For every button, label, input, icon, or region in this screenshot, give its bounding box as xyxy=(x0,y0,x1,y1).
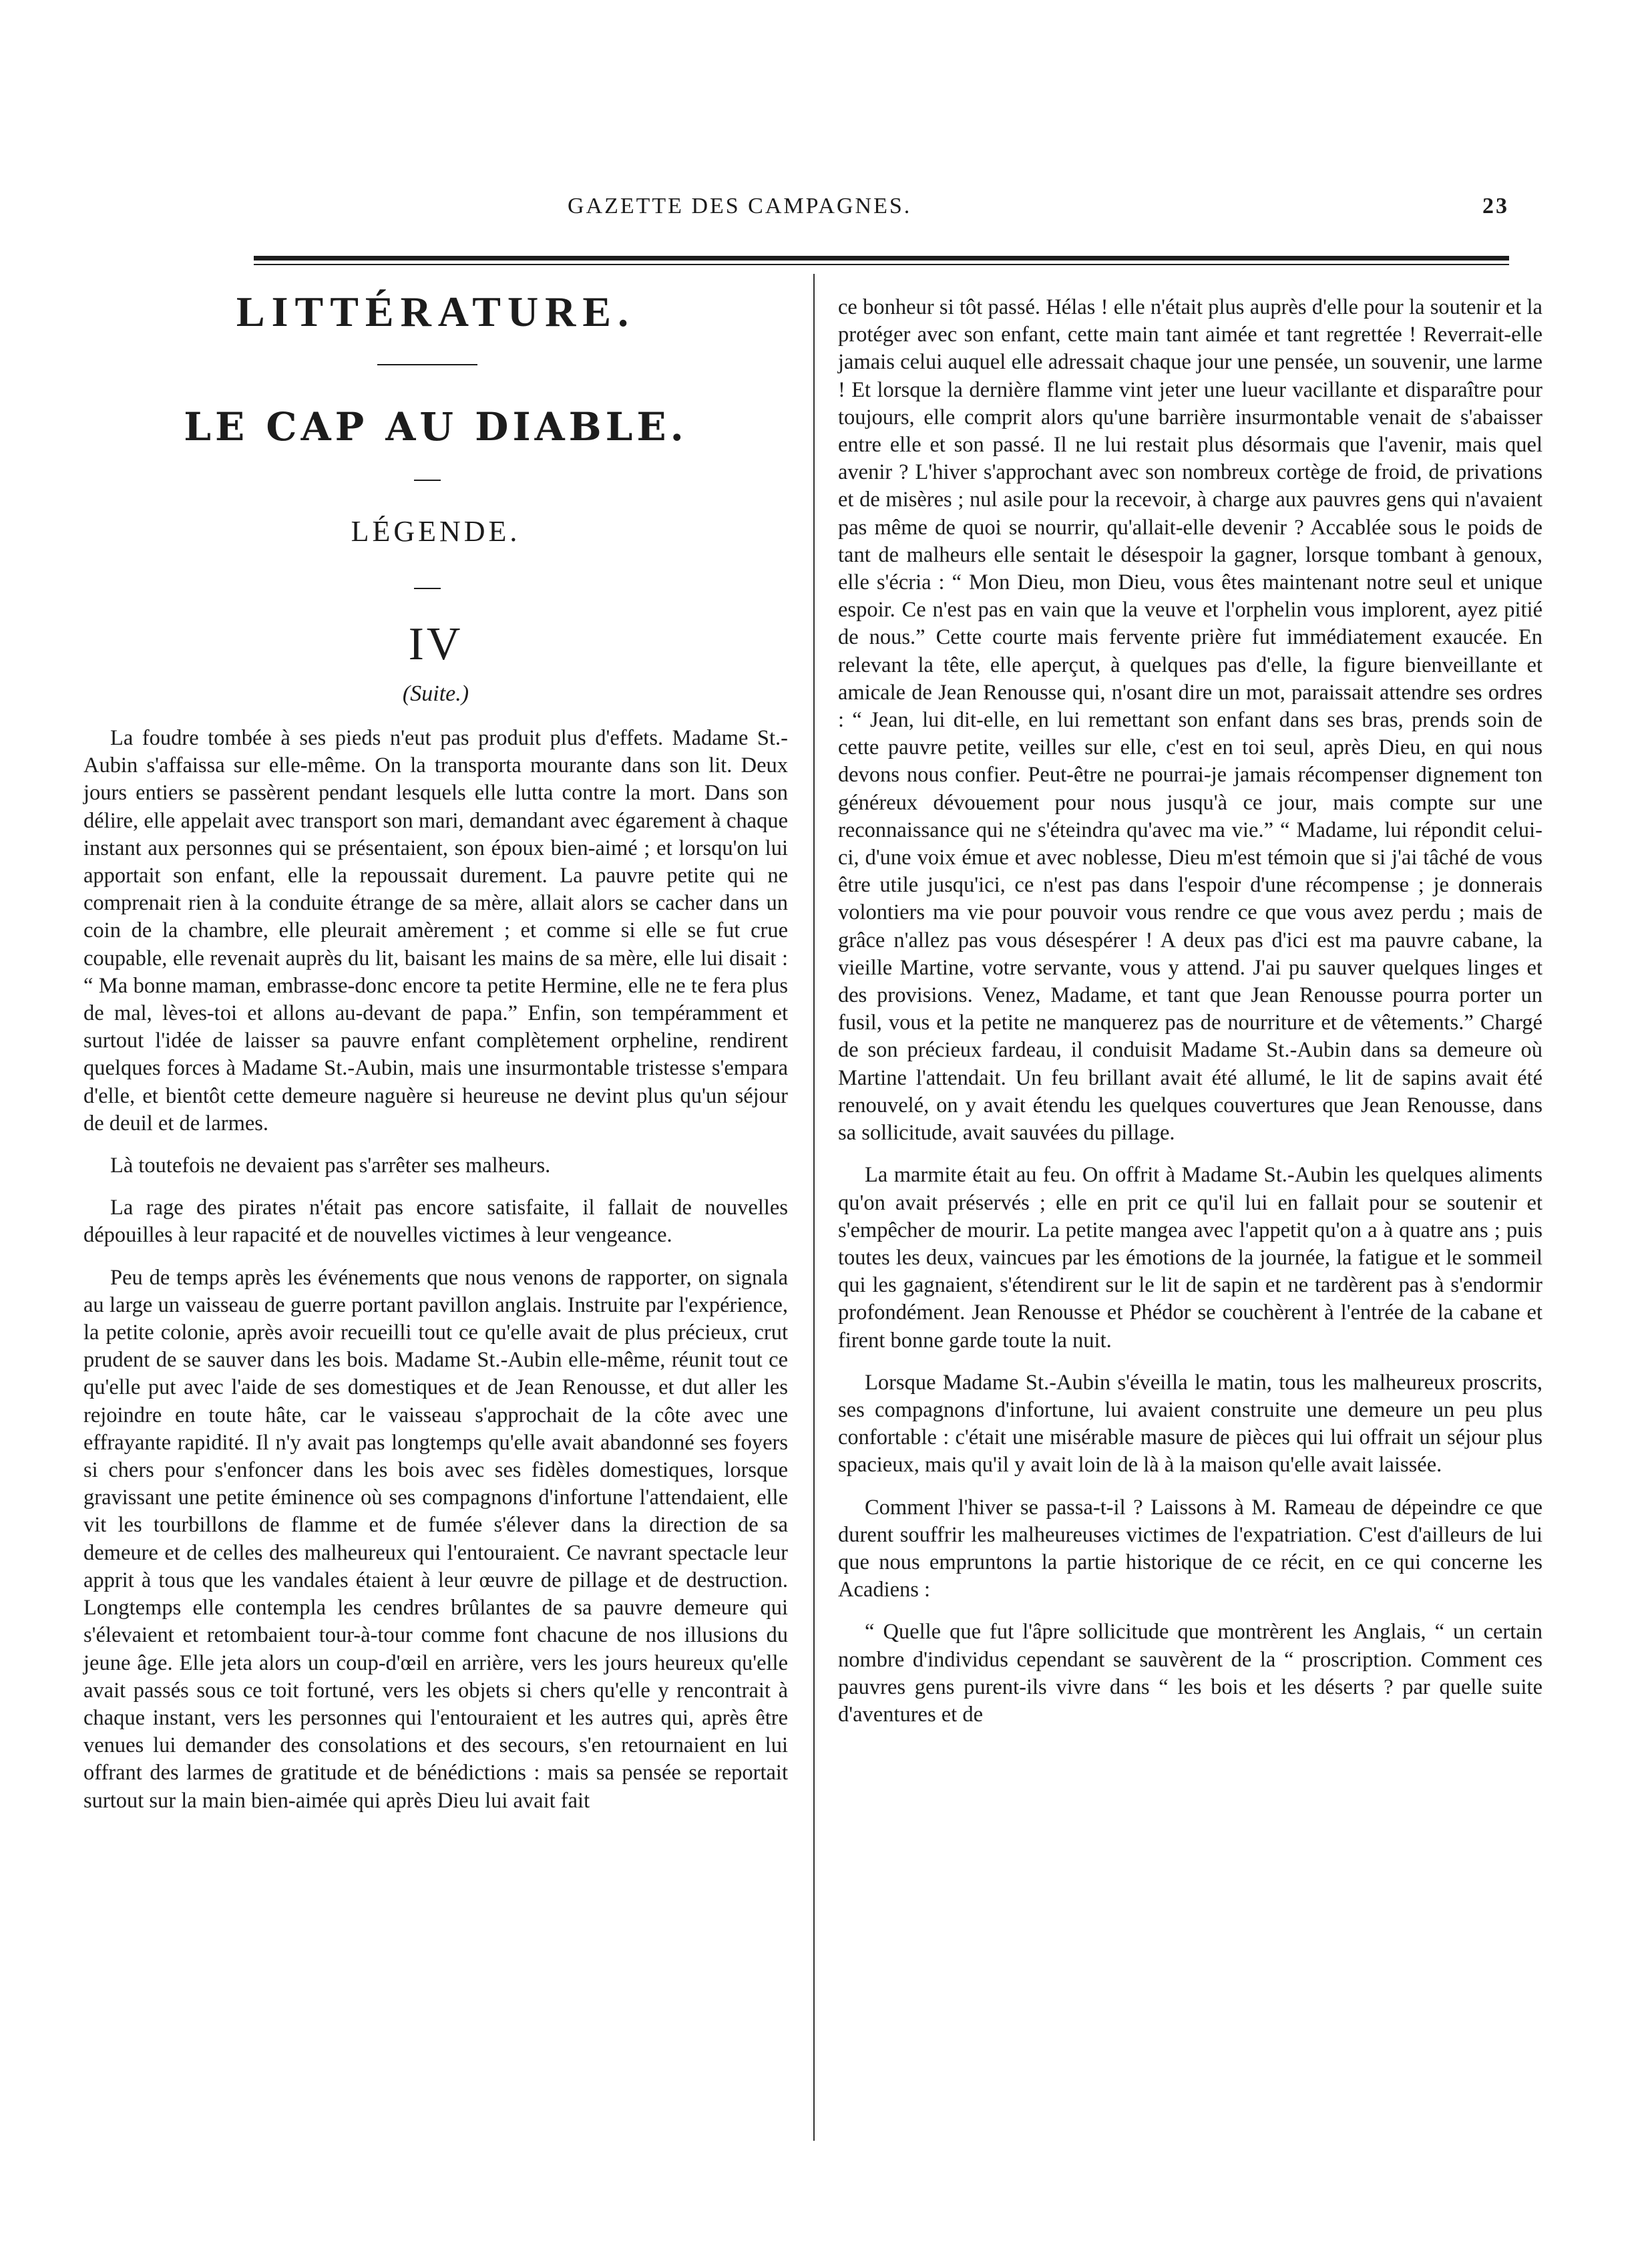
paragraph: Comment l'hiver se passa-t-il ? Laissons à M. Rameau de dépeindre ce que durent souffrir les malheureuses victimes de l'expatriation. C'est d'ailleurs de lui que nous empruntons la partie historique de ce récit, en ce qui concerne les Acadiens : xyxy=(838,1495,1542,1602)
page-number: 23 xyxy=(1482,194,1509,218)
left-column xyxy=(83,725,788,1830)
paragraph: La foudre tombée à ses pieds n'eut pas produit plus d'effets. Madame St.-Aubin s'affaissa sur elle-même. On la transporta mourante dans son lit. Deux jours entiers se passèrent pendant lesquels elle lutta contre la mort. Dans son délire, elle appelait avec transport son mari, demandant avec égarement à chaque instant aux personnes qui se présentaient, son époux bien-aimé ; et lorsqu'on lui apportait son enfant, elle la repoussait durement. La pauvre petite qui ne comprenait rien à la conduite étrange de sa mère, allait alors se cacher dans un coin de la chambre, elle pleurait amèrement ; et comme si elle se fut crue coupable, elle revenait auprès du lit, baisant les mains de sa mère, elle lui disait : “ Ma bonne maman, embrasse-donc encore ta petite Hermine, elle ne te fera plus de mal, lèves-toi et allons au-devant de papa.” Enfin, son tempéramment et surtout l'idée de laisser sa pauvre enfant complètement orpheline, rendirent quelques forces à Madame St.-Aubin, mais une insurmontable tristesse s'empara d'elle, et bientôt cette demeure naguère si heureuse ne devint plus qu'un séjour de deuil et de larmes. xyxy=(83,726,788,1136)
right-column xyxy=(838,294,1542,1743)
paragraph: Peu de temps après les événements que nous venons de rapporter, on signala au large un vaisseau de guerre portant pavillon anglais. Instruite par l'expérience, la petite colonie, après avoir recueilli tout ce qu'elle avait de plus précieux, crut prudent de se sauver dans les bois. Madame St.-Aubin elle-même, réunit tout ce qu'elle put avec l'aide de ses domestiques et de Jean Renousse, et dut aller les rejoindre en toute hâte, car le vaisseau s'approchait de la côte avec une effrayante rapidité. Il n'y avait pas longtemps qu'elle avait abandonné ses foyers si chers pour s'enfoncer dans les bois avec ses fidèles domestiques, lorsque gravissant une petite éminence où ses compagnons d'infortune l'attendaient, elle vit les tourbillons de flamme et de fumée s'élever dans la direction de sa demeure et de celles des malheureux qui l'entouraient. Ce navrant spectacle leur apprit à tous que les vandales étaient à leur œuvre de pillage et de destruction. Longtemps elle contempla les cendres brûlantes de sa pauvre demeure qui s'élevaient et retombaient tour-à-tour comme font chacune de nos illusions du jeune âge. Elle jeta alors un coup-d'œil en arrière, vers les jours heureux qu'elle avait passés sous ce toit fortuné, vers les objets si chers qu'elle y rencontrait à chaque instant, vers les personnes qui l'entouraient et les autres qui, après être venues lui demander des consolations et des secours, s'en retournaient en lui offrant des larmes de gratitude et de bénédictions : mais sa pensée se reportait surtout sur la main bien-aimée qui après Dieu lui avait fait xyxy=(83,1265,788,1813)
paragraph: ce bonheur si tôt passé. Hélas ! elle n'était plus auprès d'elle pour la soutenir et la protéger avec son enfant, cette main tant aimée et tant regrettée ! Reverrait-elle jamais celui auquel elle adressait chaque jour une pensée, un souvenir, une larme ! Et lorsque la dernière flamme vint jeter une lueur vacillante et disparaître pour toujours, elle comprit alors qu'une barrière insurmontable venait de s'abaisser entre elle et son passé. Il ne lui restait plus désormais que l'avenir, mais quel avenir ? L'hiver s'approchant avec son nombreux cortège de froid, de privations et de misères ; nul asile pour la recevoir, à charge aux pauvres gens qui n'avaient pas même de quoi se nourrir, qu'allait-elle devenir ? Accablée sous le poids de tant de malheurs elle sentait le désespoir la gagner, lorsque tombant à genoux, elle s'écria : “ Mon Dieu, mon Dieu, vous êtes maintenant notre seul et unique espoir. Ce n'est pas en vain que la veuve et l'orphelin vous implorent, ayez pitié de nous.” Cette courte mais fervente prière fut immédiatement exaucée. En relevant la tête, elle aperçut, à quelques pas d'elle, la figure bienveillante et amicale de Jean Renousse qui, n'osant dire un mot, paraissait attendre ses ordres : “ Jean, lui dit-elle, en lui remettant son enfant dans ses bras, prends soin de cette pauvre petite, veilles sur elle, c'est en toi seul, après Dieu, en qui nous devons nous confier. Peut-être ne pourrai-je jamais récompenser dignement ton généreux dévouement pour nous jusqu'à ce jour, mais compte sur une reconnaissance qui ne s'éteindra qu'avec ma vie.” “ Madame, lui répondit celui-ci, d'une voix émue et avec noblesse, Dieu m'est témoin que si j'ai tâché de vous être utile jusqu'ici, ce n'est pas dans l'espoir d'une récompense ; je donnerais volontiers ma vie pour pouvoir vous rendre ce que vous avez perdu ; mais de grâce n'allez pas vous désespérer ! A deux pas d'ici est ma pauvre cabane, la vieille Martine, votre servante, vous y attend. J'ai pu sauver quelques linges et des provisions. Venez, Madame, et tant que Jean Renousse pourra porter un fusil, vous et la petite ne manquerez pas de nourriture et de vêtements.” Chargé de son précieux fardeau, il conduisit Madame St.-Aubin dans sa demeure où Martine l'attendait. Un feu brillant avait été allumé, le lit de sapins avait été renouvelé, on y avait étendu les quelques couvertures que Jean Renousse, dans sa sollicitude, avait sauvées du pillage. xyxy=(838,295,1542,1146)
paragraph: Lorsque Madame St.-Aubin s'éveilla le matin, tous les malheureux proscrits, ses compagnons d'infortune, lui avaient construite une demeure un peu plus confortable : c'était une misérable masure de pièces qui lui offrait un séjour plus spacieux, mais qu'il y avait loin de là à la maison qu'elle avait laissée. xyxy=(838,1370,1542,1477)
section-heading: LITTÉRATURE. xyxy=(236,288,636,335)
continued-note: (Suite.) xyxy=(402,681,469,706)
heading-rule xyxy=(414,480,441,481)
page-header xyxy=(254,194,1509,234)
paragraph: “ Quelle que fut l'âpre sollicitude que montrèrent les Anglais, “ un certain nombre d'individus cependant se sauvèrent de la “ proscription. Comment ces pauvres gens purent-ils vivre dans “ les bois et les déserts ? par quelle suite d'aventures et de xyxy=(838,1620,1542,1727)
chapter-number: IV xyxy=(408,619,463,670)
heading-rule xyxy=(377,364,477,365)
paragraph: Là toutefois ne devaient pas s'arrêter ses malheurs. xyxy=(110,1154,551,1178)
newspaper-title: GAZETTE DES CAMPAGNES. xyxy=(568,194,912,218)
paragraph: La rage des pirates n'était pas encore satisfaite, il fallait de nouvelles dépouilles à leur rapacité et de nouvelles victimes à leur vengeance. xyxy=(83,1196,788,1248)
article-subtitle: LÉGENDE. xyxy=(351,515,521,548)
header-rule-thin xyxy=(254,264,1509,265)
header-rule xyxy=(254,256,1509,260)
article-title: LE CAP AU DIABLE. xyxy=(184,404,688,450)
heading-rule xyxy=(414,588,441,589)
paragraph: La marmite était au feu. On offrit à Madame St.-Aubin les quelques aliments qu'on avait préservés ; elle en prit ce qu'il lui en fallait pour se soutenir et s'empêcher de mourir. La petite mangea avec l'appetit qu'on a à quatre ans ; puis toutes les deux, vaincues par les émotions de la journée, la fatigue et le sommeil qui les gagnaient, s'étendirent sur le lit de sapin et ne tardèrent pas à s'endormir profondément. Jean Renousse et Phédor se couchèrent à l'entrée de la cabane et firent bonne garde toute la nuit. xyxy=(838,1163,1542,1353)
column-divider xyxy=(813,274,815,2141)
